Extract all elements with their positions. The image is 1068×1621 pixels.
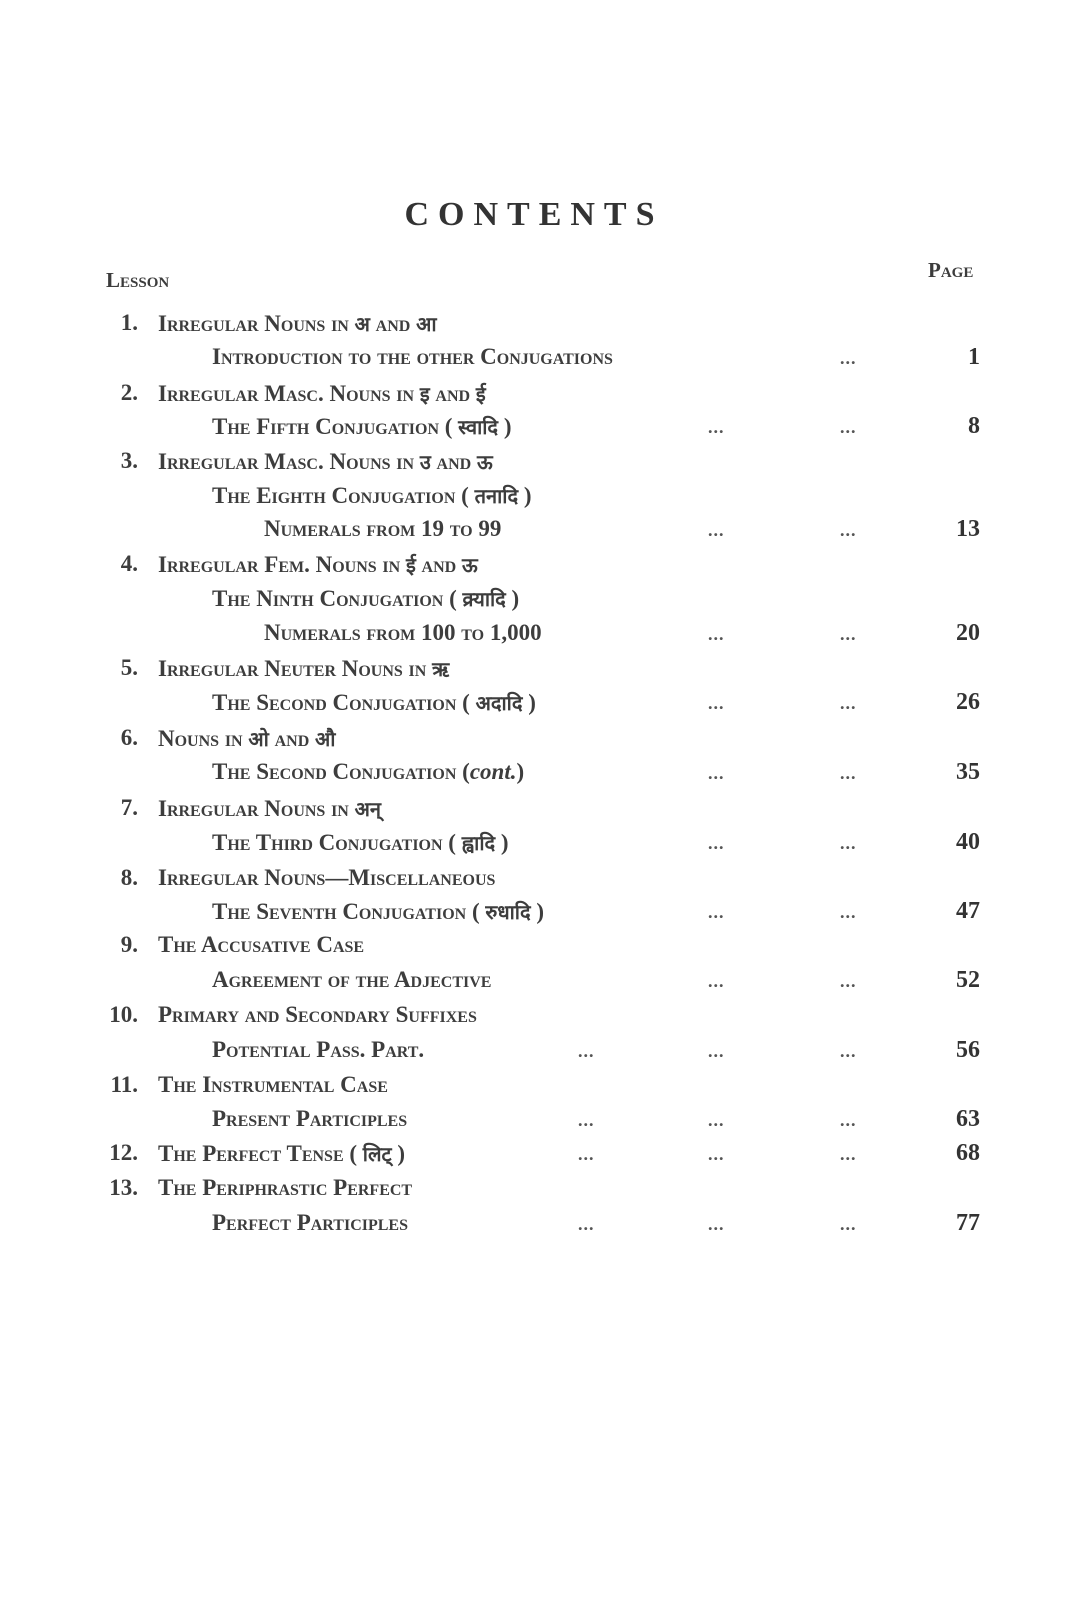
lesson-title: The Instrumental Case: [158, 1072, 388, 1097]
leader-dots: ...: [578, 1041, 595, 1061]
page-number: 40: [956, 829, 980, 855]
leader-dots: ...: [840, 693, 857, 713]
toc-entry: [0, 310, 1068, 344]
lesson-title: The Eighth Conjugation ( तनादि ): [212, 483, 532, 508]
leader-dots: ...: [578, 1144, 595, 1164]
page-number: 68: [956, 1140, 980, 1166]
lesson-title: Present Participles: [212, 1106, 408, 1131]
leader-dots: ...: [840, 833, 857, 853]
page-number: 63: [956, 1106, 980, 1132]
lesson-title: Perfect Participles: [212, 1210, 408, 1235]
lesson-number: 5.: [120, 655, 138, 680]
lesson-title: Irregular Nouns—Miscellaneous: [158, 865, 496, 890]
lesson-title: The Second Conjugation (cont.): [212, 759, 525, 784]
leader-dots: ...: [840, 624, 857, 644]
lesson-number: 2.: [120, 380, 138, 405]
page-number: 52: [956, 967, 980, 993]
leader-dots: ...: [708, 520, 725, 540]
lesson-title: Irregular Nouns in अन्: [158, 796, 381, 821]
lesson-title: Primary and Secondary Suffixes: [158, 1002, 477, 1027]
page-number: 26: [956, 689, 980, 715]
lesson-number: 7.: [120, 795, 138, 820]
page-column-header: Page: [928, 258, 974, 282]
page-number: 47: [956, 898, 980, 924]
lesson-title: The Periphrastic Perfect: [158, 1175, 413, 1200]
toc-entry: [0, 795, 1068, 829]
lesson-title: The Seventh Conjugation ( रुधादि ): [212, 899, 545, 924]
page-number: 20: [956, 620, 980, 646]
leader-dots: ...: [840, 1214, 857, 1234]
toc-entry: [0, 1002, 1068, 1036]
lesson-title: The Fifth Conjugation ( स्वादि ): [212, 414, 512, 439]
leader-dots: ...: [578, 1214, 595, 1234]
lesson-title: Irregular Nouns in अ and आ: [158, 311, 437, 336]
lesson-number: 1.: [120, 310, 138, 335]
leader-dots: ...: [708, 693, 725, 713]
leader-dots: ...: [840, 902, 857, 922]
toc-entry: [0, 482, 1068, 516]
leader-dots: ...: [708, 624, 725, 644]
lesson-title: The Second Conjugation ( अदादि ): [212, 690, 536, 715]
lesson-title: Agreement of the Adjective: [212, 967, 492, 992]
toc-entry: [0, 967, 1068, 1001]
toc-entry: [0, 1037, 1068, 1071]
page-title: CONTENTS: [404, 196, 664, 233]
leader-dots: ...: [840, 971, 857, 991]
toc-entry: [0, 1210, 1068, 1244]
toc-entry: [0, 759, 1068, 793]
toc-entry: [0, 344, 1068, 378]
lesson-title: Irregular Neuter Nouns in ऋ: [158, 656, 450, 681]
lesson-title: Potential Pass. Part.: [212, 1037, 425, 1062]
toc-entry: [0, 655, 1068, 689]
toc-entry: [0, 516, 1068, 550]
toc-entry: [0, 1106, 1068, 1140]
lesson-number: 10.: [109, 1002, 138, 1027]
lesson-title: Nouns in ओ and औ: [158, 726, 336, 751]
toc-entry: [0, 448, 1068, 482]
lesson-column-header: Lesson: [106, 268, 170, 292]
leader-dots: ...: [840, 1041, 857, 1061]
leader-dots: ...: [578, 1110, 595, 1130]
lesson-title: Irregular Masc. Nouns in उ and ऊ: [158, 449, 493, 474]
lesson-title: The Perfect Tense ( लिट् ): [158, 1141, 406, 1166]
lesson-title: The Accusative Case: [158, 932, 365, 957]
lesson-title: The Third Conjugation ( ह्वादि ): [212, 830, 509, 855]
toc-entry: [0, 380, 1068, 414]
lesson-number: 8.: [120, 865, 138, 890]
lesson-title: Numerals from 100 to 1,000: [264, 620, 542, 645]
page-number: 35: [956, 759, 980, 785]
toc-entry: [0, 1072, 1068, 1106]
lesson-number: 3.: [120, 448, 138, 473]
page-number: 1: [968, 344, 980, 370]
leader-dots: ...: [840, 417, 857, 437]
leader-dots: ...: [708, 1144, 725, 1164]
page-number: 56: [956, 1037, 980, 1063]
leader-dots: ...: [840, 763, 857, 783]
lesson-number: 9.: [120, 932, 138, 957]
toc-entry: [0, 620, 1068, 654]
leader-dots: ...: [708, 1214, 725, 1234]
toc-entry: [0, 725, 1068, 759]
toc-entry: [0, 932, 1068, 966]
page-number: 13: [956, 516, 980, 542]
leader-dots: ...: [840, 520, 857, 540]
toc-entry: [0, 551, 1068, 585]
leader-dots: ...: [840, 1144, 857, 1164]
lesson-title: Introduction to the other Conjugations: [212, 344, 613, 369]
lesson-number: 12.: [109, 1140, 138, 1165]
lesson-number: 6.: [120, 725, 138, 750]
leader-dots: ...: [708, 1041, 725, 1061]
toc-entry: [0, 829, 1068, 863]
leader-dots: ...: [840, 1110, 857, 1130]
lesson-title: Irregular Masc. Nouns in इ and ई: [158, 381, 486, 406]
page-number: 8: [968, 413, 980, 439]
toc-entry: [0, 865, 1068, 899]
toc-entry: [0, 1175, 1068, 1209]
toc-entry: [0, 413, 1068, 447]
toc-entry: [0, 1140, 1068, 1174]
lesson-title: Irregular Fem. Nouns in ई and ऊ: [158, 552, 478, 577]
leader-dots: ...: [708, 902, 725, 922]
toc-entry: [0, 585, 1068, 619]
toc-entry: [0, 689, 1068, 723]
lesson-title: The Ninth Conjugation ( क्र्यादि ): [212, 586, 520, 611]
lesson-number: 4.: [120, 551, 138, 576]
leader-dots: ...: [840, 348, 857, 368]
leader-dots: ...: [708, 1110, 725, 1130]
leader-dots: ...: [708, 833, 725, 853]
leader-dots: ...: [708, 417, 725, 437]
lesson-number: 13.: [109, 1175, 138, 1200]
lesson-title: Numerals from 19 to 99: [264, 516, 502, 541]
toc-entry: [0, 898, 1068, 932]
leader-dots: ...: [708, 971, 725, 991]
page-number: 77: [956, 1210, 980, 1236]
lesson-number: 11.: [110, 1072, 138, 1097]
leader-dots: ...: [708, 763, 725, 783]
